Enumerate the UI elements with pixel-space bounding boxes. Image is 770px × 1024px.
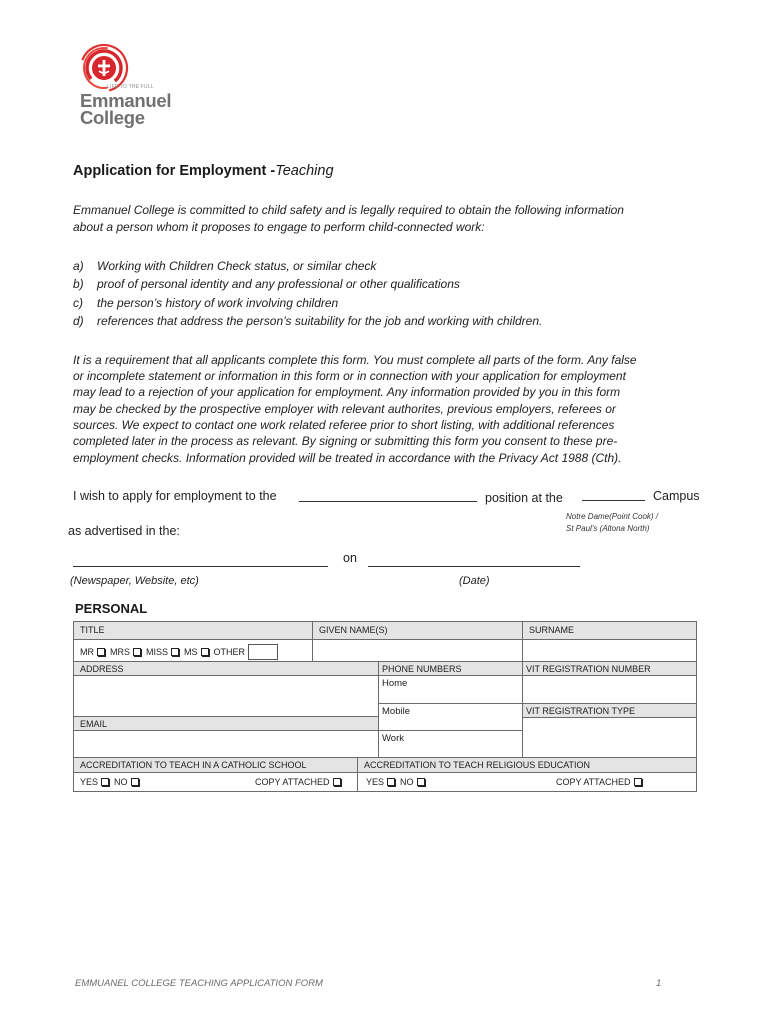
title-mr-checkbox[interactable] xyxy=(97,648,105,656)
intro-line: Emmanuel College is committed to child safety and is legally required to obtain the following information xyxy=(73,203,624,217)
vit-number-header: VIT REGISTRATION NUMBER xyxy=(526,664,651,674)
title-option-ms-label: MS xyxy=(184,647,198,657)
source-hint: (Newspaper, Website, etc) xyxy=(70,575,199,587)
re-accreditation-cell xyxy=(357,772,697,792)
title-option-mr-label: MR xyxy=(80,647,94,657)
list-item-text: references that address the person’s suitability for the job and working with children. xyxy=(97,314,543,328)
title-header: TITLE xyxy=(80,625,105,635)
page-title xyxy=(73,162,334,180)
title-option-mrs-label: MRS xyxy=(110,647,130,657)
advertised-source-field[interactable] xyxy=(73,565,328,567)
title-option-miss-label: MISS xyxy=(146,647,169,657)
title-header-cell xyxy=(73,621,313,640)
phone-numbers-header: PHONE NUMBERS xyxy=(382,664,462,674)
address-field[interactable] xyxy=(73,675,379,717)
re-copy-attached-label: COPY ATTACHED xyxy=(556,777,631,787)
re-no-checkbox[interactable] xyxy=(417,778,425,786)
position-field[interactable] xyxy=(299,500,477,502)
notice-line: sources. We expect to contact one work related referee prior to short listing, with additional references xyxy=(73,418,615,432)
catholic-no-label: NO xyxy=(114,777,128,787)
phone-mobile-field[interactable] xyxy=(378,703,523,731)
catholic-copy-attached xyxy=(255,776,346,788)
footer-page-number: 1 xyxy=(656,978,662,989)
catholic-accreditation-header-cell xyxy=(73,757,358,773)
notice-line: or incomplete statement or information in this form or in connection with your application for employment xyxy=(73,369,626,383)
surname-header-cell xyxy=(522,621,697,640)
re-accreditation-header: ACCREDITATION TO TEACH RELIGIOUS EDUCATION xyxy=(364,760,591,770)
re-no-label: NO xyxy=(400,777,414,787)
phone-home-field[interactable] xyxy=(378,675,523,704)
campus-option: St Paul’s (Altona North) xyxy=(566,524,650,533)
title-cell xyxy=(73,639,313,662)
re-copy-attached-checkbox[interactable] xyxy=(634,778,642,786)
catholic-yes-label: YES xyxy=(80,777,99,787)
given-names-field[interactable] xyxy=(312,639,523,662)
vit-number-header-cell xyxy=(522,661,697,676)
catholic-no-checkbox[interactable] xyxy=(131,778,139,786)
catholic-copy-attached-label: COPY ATTACHED xyxy=(255,777,330,787)
re-yes-label: YES xyxy=(366,777,385,787)
campus-field[interactable] xyxy=(582,499,645,501)
address-header-cell xyxy=(73,661,379,676)
vit-type-header: VIT REGISTRATION TYPE xyxy=(526,706,636,716)
phone-mobile-label: Mobile xyxy=(382,706,410,717)
advertised-date-field[interactable] xyxy=(368,565,580,567)
footer-form-name: EMMUANEL COLLEGE TEACHING APPLICATION FORM xyxy=(75,978,323,989)
surname-header: SURNAME xyxy=(529,625,575,635)
catholic-copy-attached-checkbox[interactable] xyxy=(333,778,341,786)
catholic-accreditation-header: ACCREDITATION TO TEACH IN A CATHOLIC SCHOOL xyxy=(80,760,307,770)
position-at-label: position at the xyxy=(485,491,563,505)
campus-option: Notre Dame(Point Cook) / xyxy=(566,512,659,521)
title-other-field[interactable] xyxy=(248,644,278,660)
advertised-label: as advertised in the: xyxy=(68,524,180,538)
title-ms-checkbox[interactable] xyxy=(201,648,209,656)
re-accreditation-options xyxy=(366,776,430,788)
catholic-yes-checkbox[interactable] xyxy=(101,778,109,786)
campus-label: Campus xyxy=(653,489,700,503)
surname-field[interactable] xyxy=(522,639,697,662)
phone-work-label: Work xyxy=(382,733,404,744)
list-item-marker: d) xyxy=(73,314,84,328)
personal-heading: PERSONAL xyxy=(75,601,148,616)
re-copy-attached xyxy=(556,776,647,788)
logo-name-line2: College xyxy=(80,107,145,128)
catholic-accreditation-cell xyxy=(73,772,358,792)
list-item-marker: c) xyxy=(73,296,83,310)
email-field[interactable] xyxy=(73,730,379,758)
notice-line: completed later in the process as relevant. By signing or submitting this form you consent to these pre- xyxy=(73,434,618,448)
vit-number-field[interactable] xyxy=(522,675,697,704)
list-item-text: Working with Children Check status, or similar check xyxy=(97,259,377,273)
email-header: EMAIL xyxy=(80,719,108,729)
logo-name-line1: Emmanuel xyxy=(80,90,172,111)
list-item-text: the person’s history of work involving children xyxy=(97,296,339,310)
vit-type-field[interactable] xyxy=(522,717,697,758)
phone-work-field[interactable] xyxy=(378,730,523,758)
page-title-main: Application for Employment - xyxy=(73,163,276,179)
vit-type-header-cell xyxy=(522,703,697,718)
given-names-header: GIVEN NAME(S) xyxy=(319,625,388,635)
date-hint: (Date) xyxy=(459,575,490,587)
re-yes-checkbox[interactable] xyxy=(387,778,395,786)
logo-tagline: LIFE TO THE FULL xyxy=(107,84,154,90)
re-accreditation-header-cell xyxy=(357,757,697,773)
catholic-accreditation-options xyxy=(80,776,144,788)
phone-numbers-header-cell xyxy=(378,661,523,676)
apply-label: I wish to apply for employment to the xyxy=(73,489,277,503)
intro-line: about a person whom it proposes to engage to perform child-connected work: xyxy=(73,220,485,234)
list-item-text: proof of personal identity and any professional or other qualifications xyxy=(97,277,460,291)
given-names-header-cell xyxy=(312,621,523,640)
notice-line: employment checks. Information provided will be treated in accordance with the Privacy Act 1988 (Cth). xyxy=(73,451,622,465)
notice-line: may be checked by the prospective employer with relevant authorites, previous employers, referees or xyxy=(73,402,616,416)
list-item-marker: a) xyxy=(73,259,84,273)
list-item-marker: b) xyxy=(73,277,84,291)
notice-line: may lead to a rejection of your application for employment. Any information provided by you in this form xyxy=(73,385,621,399)
email-header-cell xyxy=(73,716,379,731)
title-miss-checkbox[interactable] xyxy=(171,648,179,656)
on-label: on xyxy=(343,551,357,565)
title-options xyxy=(80,644,278,660)
title-option-other-label: OTHER xyxy=(213,647,246,657)
address-header: ADDRESS xyxy=(80,664,124,674)
page-title-emphasis: Teaching xyxy=(275,163,334,179)
phone-home-label: Home xyxy=(382,678,408,689)
notice-line: It is a requirement that all applicants complete this form. You must complete all parts of the form. Any false xyxy=(73,353,637,367)
title-mrs-checkbox[interactable] xyxy=(133,648,141,656)
